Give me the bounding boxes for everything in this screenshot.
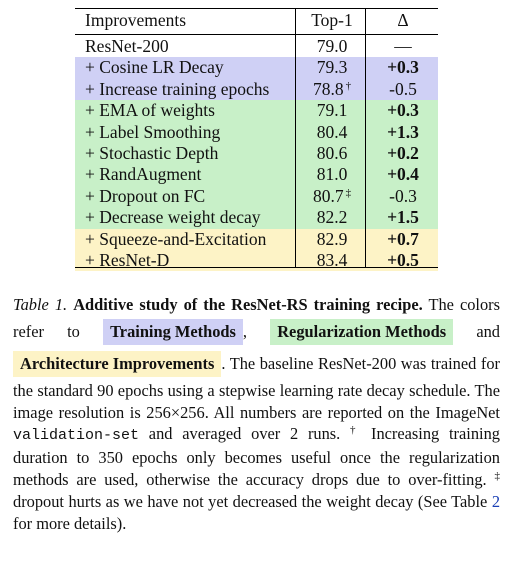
footnote-mark: † [345,79,352,92]
top1-cell [301,79,363,100]
delta-value: +0.2 [387,142,419,163]
delta-value: — [394,36,412,56]
table-top-rule [75,8,438,9]
table-caption [13,294,500,534]
top1-value: 78.8 [312,78,344,99]
improvement-name: + EMA of weights [85,100,215,121]
delta-value: +0.4 [387,164,419,185]
caption-validation-set: validation-set [13,427,140,445]
table-row [75,186,438,207]
improvement-name: + Increase training epochs [85,78,270,99]
table-2-reference-link[interactable]: 2 [491,491,501,511]
top1-value: 80.7 [312,185,344,206]
improvement-name: ResNet-200 [85,36,169,56]
table-body [75,36,438,271]
table-row [75,36,438,57]
caption-ending: for more details). [13,513,127,533]
top1-cell [301,100,363,121]
top1-cell [301,143,363,164]
table-row [75,207,438,228]
header-top1: Top-1 [311,10,353,30]
top1-value: 79.3 [316,57,348,78]
caption-label: Table 1. [13,295,68,314]
footnote-mark: ‡ [345,186,352,199]
delta-value: +0.3 [387,100,419,121]
delta-value: +0.5 [387,249,419,270]
caption-colors-intro: The colors refer to [13,295,500,341]
top1-value: 79.0 [316,36,348,56]
top1-cell [301,36,363,57]
caption-double-dagger-note: dropout hurts as we have not yet decreased the weight decay (See Table [13,491,488,511]
table-row [75,122,438,143]
top1-value: 81.0 [316,164,348,185]
column-separator-1 [295,8,296,268]
double-dagger-footnote-mark: ‡ [494,469,500,482]
caption-comma: , [242,321,248,341]
top1-value: 82.2 [316,207,348,228]
legend-chip-architecture: Architecture Improvements [13,351,221,377]
improvement-name: + Squeeze-and-Excitation [85,228,267,249]
legend-chip-regularization: Regularization Methods [270,319,453,345]
table-row [75,229,438,250]
improvement-name: + Dropout on FC [85,185,206,206]
table-header-row [75,10,438,32]
improvement-name: + Decrease weight decay [85,207,261,228]
table-header-rule [75,34,438,35]
table-row [75,57,438,78]
table-row [75,100,438,121]
improvement-name: + ResNet-D [85,249,170,270]
delta-value: -0.5 [389,78,417,99]
caption-title: Additive study of the ResNet-RS training recipe. [73,295,423,314]
improvement-name: + RandAugment [85,164,202,185]
top1-value: 79.1 [316,100,348,121]
caption-dagger-note: Increasing training duration to 350 epochs only becomes useful once the regularization methods are used, otherwise the accuracy drops due to over-fitting. [13,424,500,489]
top1-cell [301,186,363,207]
caption-and: and [476,321,500,341]
top1-cell [301,229,363,250]
top1-cell [301,250,363,271]
delta-value: +0.3 [387,57,419,78]
top1-cell [301,57,363,78]
top1-cell [301,122,363,143]
column-separator-2 [365,8,366,268]
header-improvements: Improvements [85,10,187,30]
delta-value: +1.5 [387,207,419,228]
caption-averaged-text: and averaged over 2 runs. [148,424,341,444]
table-row [75,250,438,271]
top1-value: 82.9 [316,228,348,249]
top1-value: 80.4 [316,121,348,142]
table-row [75,79,438,100]
improvement-name: + Stochastic Depth [85,142,219,163]
delta-value: -0.3 [389,185,417,206]
caption-baseline-text: . The baseline ResNet-200 was trained for the standard 90 epochs using a stepwise learning rate decay schedule. The image resolution is 256×256. All numbers are reported on the ImageNet [13,353,500,422]
delta-value: +0.7 [387,228,419,249]
table-bottom-rule [75,267,438,268]
top1-cell [301,207,363,228]
top1-value: 80.6 [316,142,348,163]
dagger-footnote-mark: † [350,424,362,437]
top1-value: 83.4 [316,249,348,270]
delta-value: +1.3 [387,121,419,142]
table-row [75,143,438,164]
legend-chip-training: Training Methods [103,319,243,345]
top1-cell [301,164,363,185]
improvement-name: + Label Smoothing [85,121,221,142]
improvement-name: + Cosine LR Decay [85,57,224,78]
header-delta: Δ [397,10,409,30]
table-row [75,164,438,185]
